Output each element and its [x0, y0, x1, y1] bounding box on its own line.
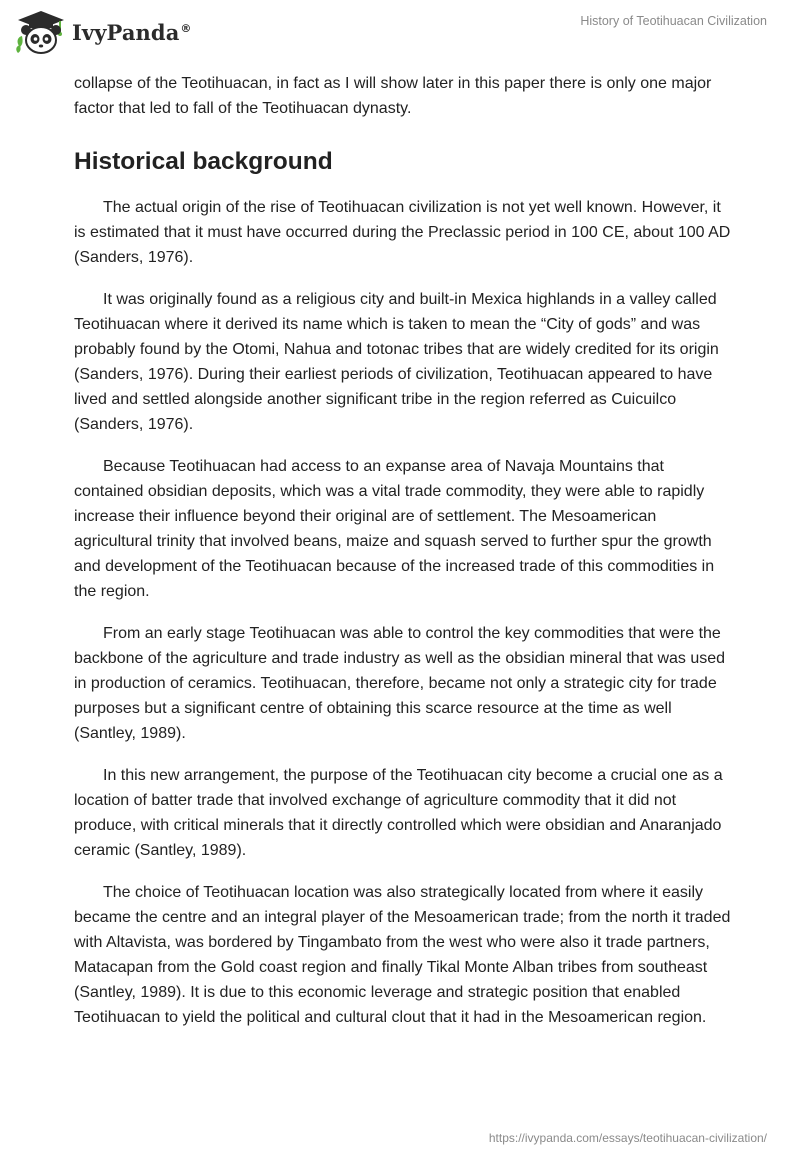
intro-paragraph: collapse of the Teotihuacan, in fact as I will show later in this paper there is only one major factor that led to fall of the Teotihuacan dynasty.: [74, 75, 712, 117]
body-paragraph: The choice of Teotihuacan location was also strategically located from where it easily became the centre and an integral player of the Mesoamerican trade; from the north it traded with Altavista, was bordered by Tingambato from the west who were also it trade partners, Matacapan from the Gold coast region and finally Tikal Monte Alban tribes from southeast (Santley, 1989). It is due to this economic leverage and strategic position that enabled Teotihuacan to yield the political and cultural clout that it had in the Mesoamerican region.: [74, 884, 731, 1026]
page-header: [0, 0, 800, 60]
registered-mark: ®: [180, 21, 192, 35]
section-heading: Historical background: [74, 148, 333, 175]
panda-logo-icon: [14, 9, 68, 55]
brand-name: IvyPanda®: [72, 19, 192, 45]
body-paragraph: The actual origin of the rise of Teotihuacan civilization is not yet well known. However, it is estimated that it must have occurred during the Preclassic period in 100 CE, about 100 AD (Sanders, 1976).: [74, 199, 731, 266]
source-url-link[interactable]: https://ivypanda.com/essays/teotihuacan-civilization/: [488, 1131, 767, 1145]
body-paragraph: It was originally found as a religious city and built-in Mexica highlands in a valley called Teotihuacan where it derived its name which is taken to mean the “City of gods” and was probably found by the Otomi, Nahua and totonac tribes that are widely credited for its origin (Sanders, 1976). During their earliest periods of civilization, Teotihuacan appeared to have lived and settled alongside another significant tribe in the region referred as Cuicuilco (Sanders, 1976).: [74, 291, 719, 433]
body-paragraph: Because Teotihuacan had access to an expanse area of Navaja Mountains that contained obsidian deposits, which was a vital trade commodity, they were able to rapidly increase their influence beyond their original are of settlement. The Mesoamerican agricultural trinity that involved beans, maize and squash served to further spur the growth and development of the Teotihuacan because of the increased trade of this commodities in the region.: [74, 458, 715, 600]
body-paragraph: From an early stage Teotihuacan was able to control the key commodities that were the backbone of the agriculture and trade industry as well as the obsidian mineral that was used in production of ceramics. Teotihuacan, therefore, became not only a strategic city for trade purposes but a significant centre of obtaining this scarce resource at the time as well (Santley, 1989).: [74, 625, 726, 742]
document-title: History of Teotihuacan Civilization: [580, 14, 767, 28]
body-paragraph: In this new arrangement, the purpose of the Teotihuacan city become a crucial one as a location of batter trade that involved exchange of agriculture commodity that it did not produce, with critical minerals that it directly controlled which were obsidian and Anaranjado ceramic (Santley, 1989).: [74, 767, 723, 859]
ivypanda-logo[interactable]: [14, 9, 192, 55]
essay-body: [74, 71, 734, 1047]
